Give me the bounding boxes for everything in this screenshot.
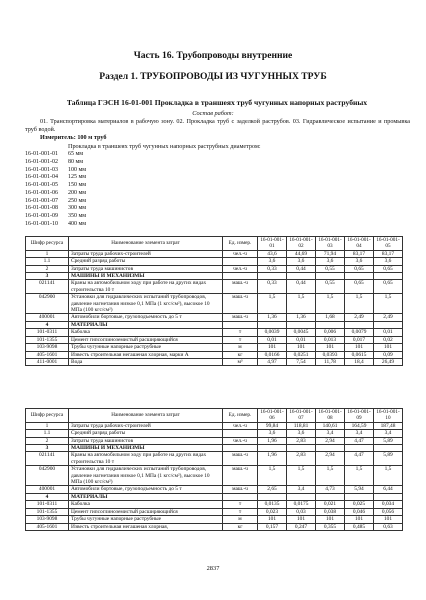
resource-value xyxy=(287,493,316,500)
resource-value: 0,01 xyxy=(374,329,403,336)
table-row xyxy=(26,430,403,437)
resource-unit: кг xyxy=(223,351,258,358)
resource-name: Известь строительная негашеная хлорная, xyxy=(69,523,223,530)
code-value: 16-01-001-03 xyxy=(25,166,58,173)
resource-value: 140,61 xyxy=(316,422,345,429)
table-row xyxy=(26,452,403,466)
col-header-unit: Ед. измер. xyxy=(223,409,258,423)
resource-unit: т xyxy=(223,501,258,508)
resource-value xyxy=(374,445,403,452)
resource-unit xyxy=(223,258,258,265)
code-value: 16-01-001-08 xyxy=(25,205,58,212)
resource-value: 0,0393 xyxy=(316,351,345,358)
resource-unit: маш.-ч xyxy=(223,314,258,321)
resource-value: 4,47 xyxy=(345,437,374,444)
resource-name: Затраты труда машинистов xyxy=(69,437,223,444)
resource-code: 021141 xyxy=(26,280,69,294)
resource-value xyxy=(258,445,287,452)
resource-value: 0,0039 xyxy=(258,329,287,336)
resource-value: 3,4 xyxy=(287,486,316,493)
diameter-value: 100 мм xyxy=(68,166,87,173)
diameter-value: 125 мм xyxy=(68,174,87,181)
resource-value: 164,59 xyxy=(345,422,374,429)
resource-value: 1,5 xyxy=(258,294,287,314)
table-row xyxy=(26,516,403,523)
table-row xyxy=(26,273,403,280)
resource-code: 2 xyxy=(26,265,69,272)
resource-value: 2,83 xyxy=(287,452,316,466)
code-list-item xyxy=(25,198,86,206)
resource-value: 3,6 xyxy=(374,258,403,265)
resource-name: Средний разряд работы xyxy=(69,430,223,437)
resource-value xyxy=(287,321,316,328)
resource-value xyxy=(374,493,403,500)
code-list-item xyxy=(25,167,86,175)
resource-value xyxy=(345,273,374,280)
col-header-name: Наименование элемента затрат xyxy=(69,409,223,423)
resource-value: 83,17 xyxy=(374,250,403,257)
resource-unit: т xyxy=(223,508,258,515)
resource-value xyxy=(316,321,345,328)
col-header-code: 16-01-001-04 xyxy=(345,237,374,251)
table-row xyxy=(26,250,403,257)
resource-value: 3,4 xyxy=(374,430,403,437)
resource-unit: маш.-ч xyxy=(223,280,258,294)
resource-value: 0,247 xyxy=(287,523,316,530)
resource-value: 3,6 xyxy=(287,258,316,265)
resource-value: 1,5 xyxy=(345,466,374,486)
table-row xyxy=(26,329,403,336)
resource-value: 101 xyxy=(374,344,403,351)
resource-name: Затраты труда рабочих-строителей xyxy=(69,422,223,429)
resource-name: Трубы чугунные напорные раструбные xyxy=(69,344,223,351)
code-value: 16-01-001-09 xyxy=(25,213,58,219)
resource-value: 101 xyxy=(316,344,345,351)
work-description: Прокладка в траншеях труб чугунных напорных раструбных диаметром: xyxy=(68,143,261,150)
resource-value: 0,03 xyxy=(287,508,316,515)
resource-value xyxy=(345,493,374,500)
resource-name: Цемент гипсоглиноземистый расширяющийся xyxy=(69,336,223,343)
resource-name: Установки для гидравлических испытаний трубопроводов, давление нагнетания низкое 0,1 МПа (1 кгс/см²), высокое 10 МПа (100 кгс/см²) xyxy=(69,294,223,314)
resource-name: Установки для гидравлических испытаний трубопроводов, давление нагнетания низкое 0,1 МПа (1 кгс/см²), высокое 10 МПа (100 кгс/см²) xyxy=(69,466,223,486)
resource-code: 1 xyxy=(26,250,69,257)
resource-value: 101 xyxy=(374,516,403,523)
table-header-row xyxy=(26,409,403,423)
table-row xyxy=(26,523,403,530)
table-row xyxy=(26,321,403,328)
resource-unit: чел.-ч xyxy=(223,437,258,444)
resource-value: 3,6 xyxy=(287,430,316,437)
resource-value: 6,44 xyxy=(374,486,403,493)
resource-name: Цемент гипсоглиноземистый расширяющийся xyxy=(69,508,223,515)
resource-value: 0,01 xyxy=(287,336,316,343)
resource-code: 042900 xyxy=(26,466,69,486)
resource-code: 3 xyxy=(26,273,69,280)
resource-value: 71,94 xyxy=(316,250,345,257)
resource-value: 0,65 xyxy=(374,280,403,294)
col-header-code: 16-01-001-01 xyxy=(258,237,287,251)
table-row xyxy=(26,344,403,351)
resource-value xyxy=(258,321,287,328)
resource-code: 405-1601 xyxy=(26,523,69,530)
diameter-value: 350 мм xyxy=(68,213,87,219)
resource-value: 7,54 xyxy=(287,358,316,365)
resource-code: 411-0001 xyxy=(26,358,69,365)
resource-unit: маш.-ч xyxy=(223,486,258,493)
resource-value xyxy=(287,445,316,452)
resource-code: 021141 xyxy=(26,452,69,466)
resource-value: 3,6 xyxy=(316,258,345,265)
resource-unit: т xyxy=(223,336,258,343)
diameter-value: 400 мм xyxy=(68,220,87,227)
resource-value: 0,65 xyxy=(374,265,403,272)
resource-unit: м xyxy=(223,344,258,351)
resource-unit xyxy=(223,445,258,452)
resource-value: 0,046 xyxy=(345,508,374,515)
resource-value: 0,023 xyxy=(258,508,287,515)
resource-value: 4,73 xyxy=(316,486,345,493)
col-header-cipher: Шифр ресурса xyxy=(26,237,69,251)
col-header-name: Наименование элемента затрат xyxy=(69,237,223,251)
resource-name: МАТЕРИАЛЫ xyxy=(69,321,223,328)
resource-name: Вода xyxy=(69,358,223,365)
resource-value: 0,02 xyxy=(374,336,403,343)
resource-value: 1,5 xyxy=(287,466,316,486)
table-row xyxy=(26,493,403,500)
resource-value: 101 xyxy=(287,516,316,523)
resource-name: Автомобили бортовые, грузоподъемность до 5 т xyxy=(69,314,223,321)
resource-value: 3,6 xyxy=(258,258,287,265)
resource-name: Автомобили бортовые, грузоподъемность до 5 т xyxy=(69,486,223,493)
resource-value: 0,65 xyxy=(345,280,374,294)
resource-value: 0,09 xyxy=(374,351,403,358)
col-header-code: 16-01-001-07 xyxy=(287,409,316,423)
resource-value: 0,0079 xyxy=(345,329,374,336)
resource-value: 0,485 xyxy=(345,523,374,530)
col-header-code: 16-01-001-06 xyxy=(258,409,287,423)
resource-name: Средний разряд работы xyxy=(69,258,223,265)
resource-value xyxy=(374,273,403,280)
resource-value: 5,94 xyxy=(345,486,374,493)
table-row xyxy=(26,486,403,493)
resource-code: 4 xyxy=(26,493,69,500)
resource-value: 2,65 xyxy=(258,486,287,493)
resource-value: 101 xyxy=(345,344,374,351)
col-header-code: 16-01-001-02 xyxy=(287,237,316,251)
code-list-item xyxy=(25,151,86,159)
table-row xyxy=(26,501,403,508)
resource-name: МАТЕРИАЛЫ xyxy=(69,493,223,500)
resource-value: 118,81 xyxy=(287,422,316,429)
code-list-item xyxy=(25,182,86,190)
code-list-item xyxy=(25,190,86,198)
resource-name: Каболка xyxy=(69,501,223,508)
resource-value: 1,96 xyxy=(258,452,287,466)
resource-name: Краны на автомобильном ходу при работе на других видах строительства 10 т xyxy=(69,452,223,466)
resource-code: 103-9098 xyxy=(26,344,69,351)
table-title: Таблица ГЭСН 16-01-001 Прокладка в траншеях труб чугунных напорных раструбных xyxy=(66,98,368,107)
resource-unit: м³ xyxy=(223,358,258,365)
resource-name: Каболка xyxy=(69,329,223,336)
resource-value: 1,5 xyxy=(374,466,403,486)
work-composition-text: 01. Транспортировка материалов в рабочую зону. 02. Прокладка труб с заделкой раструбов. 03. Гидравлическое испытание и промывка труб водой. xyxy=(25,118,410,133)
resource-value: 5,89 xyxy=(374,452,403,466)
resource-value: 0,038 xyxy=(316,508,345,515)
resource-value: 0,017 xyxy=(345,336,374,343)
table-row xyxy=(26,265,403,272)
diameter-value: 300 мм xyxy=(68,205,87,212)
resource-code: 042900 xyxy=(26,294,69,314)
resource-value: 3,6 xyxy=(345,258,374,265)
resource-code: 1 xyxy=(26,422,69,429)
code-list-item xyxy=(25,174,86,182)
resource-value: 1,5 xyxy=(316,294,345,314)
resource-value xyxy=(345,321,374,328)
table-row xyxy=(26,358,403,365)
resource-value: 0,006 xyxy=(316,329,345,336)
resource-value: 0,33 xyxy=(258,265,287,272)
resource-value: 0,0166 xyxy=(258,351,287,358)
resource-value: 3,4 xyxy=(316,430,345,437)
resource-table-1 xyxy=(25,236,403,366)
code-list-item xyxy=(25,221,86,229)
resource-name: Трубы чугунные напорные раструбные xyxy=(69,516,223,523)
resource-unit: маш.-ч xyxy=(223,466,258,486)
resource-value: 0,33 xyxy=(258,280,287,294)
resource-value: 4,47 xyxy=(345,452,374,466)
resource-code: 101-1355 xyxy=(26,508,69,515)
resource-value: 0,0045 xyxy=(287,329,316,336)
col-header-code: 16-01-001-10 xyxy=(374,409,403,423)
resource-code: 4 xyxy=(26,321,69,328)
work-composition-label: Состав работ: xyxy=(192,110,234,117)
resource-value: 0,025 xyxy=(345,501,374,508)
resource-unit xyxy=(223,493,258,500)
code-value: 16-01-001-01 xyxy=(25,151,58,157)
resource-table-2 xyxy=(25,408,403,531)
resource-value xyxy=(258,493,287,500)
resource-value: 3,4 xyxy=(345,430,374,437)
page-number: 2837 xyxy=(206,565,220,572)
resource-value: 0,157 xyxy=(258,523,287,530)
resource-value: 0,013 xyxy=(316,336,345,343)
resource-value: 1,68 xyxy=(316,314,345,321)
code-list-item xyxy=(25,213,86,221)
code-value: 16-01-001-07 xyxy=(25,197,58,204)
resource-value: 11,78 xyxy=(316,358,345,365)
resource-value: 44,69 xyxy=(287,250,316,257)
resource-unit: маш.-ч xyxy=(223,452,258,466)
resource-name: Краны на автомобильном ходу при работе на других видах строительства 10 т xyxy=(69,280,223,294)
resource-value: 43,6 xyxy=(258,250,287,257)
col-header-unit: Ед. измер. xyxy=(223,237,258,251)
resource-value: 0,021 xyxy=(316,501,345,508)
resource-value: 1,36 xyxy=(287,314,316,321)
resource-value: 26,49 xyxy=(374,358,403,365)
resource-value: 2,49 xyxy=(374,314,403,321)
resource-name: МАШИНЫ И МЕХАНИЗМЫ xyxy=(69,445,223,452)
resource-unit: чел.-ч xyxy=(223,265,258,272)
resource-unit: чел.-ч xyxy=(223,250,258,257)
resource-value: 0,65 xyxy=(345,265,374,272)
resource-unit xyxy=(223,430,258,437)
resource-value: 101 xyxy=(287,344,316,351)
side-stamp xyxy=(3,485,13,575)
table-row xyxy=(26,314,403,321)
resource-value: 101 xyxy=(316,516,345,523)
table-row xyxy=(26,258,403,265)
resource-value: 83,17 xyxy=(345,250,374,257)
table-row xyxy=(26,336,403,343)
resource-value: 2,83 xyxy=(287,437,316,444)
resource-code: 101-1355 xyxy=(26,336,69,343)
resource-code: 1.1 xyxy=(26,430,69,437)
col-header-cipher: Шифр ресурса xyxy=(26,409,69,423)
diameter-value: 150 мм xyxy=(68,182,87,188)
resource-unit: кг xyxy=(223,523,258,530)
resource-value: 1,5 xyxy=(258,466,287,486)
resource-value: 1,36 xyxy=(258,314,287,321)
resource-code: 3 xyxy=(26,445,69,452)
resource-value: 2,49 xyxy=(345,314,374,321)
resource-name: МАШИНЫ И МЕХАНИЗМЫ xyxy=(69,273,223,280)
code-value: 16-01-001-04 xyxy=(25,174,58,181)
resource-value: 1,5 xyxy=(287,294,316,314)
measure-unit: Измеритель: 100 м труб xyxy=(40,134,107,141)
resource-unit: т xyxy=(223,329,258,336)
resource-value: 0,0135 xyxy=(258,501,287,508)
resource-value: 0,44 xyxy=(287,280,316,294)
resource-value: 1,5 xyxy=(374,294,403,314)
resource-unit: м xyxy=(223,516,258,523)
resource-value: 0,0175 xyxy=(287,501,316,508)
code-list xyxy=(25,151,86,229)
resource-value: 187,48 xyxy=(374,422,403,429)
resource-value: 101 xyxy=(345,516,374,523)
diameter-value: 65 мм xyxy=(68,151,84,157)
resource-value xyxy=(287,273,316,280)
resource-value: 0,355 xyxy=(316,523,345,530)
code-value: 16-01-001-10 xyxy=(25,220,58,227)
resource-code: 400001 xyxy=(26,314,69,321)
table-row xyxy=(26,437,403,444)
diameter-value: 250 мм xyxy=(68,197,87,204)
resource-value: 0,44 xyxy=(287,265,316,272)
resource-value xyxy=(316,445,345,452)
resource-unit xyxy=(223,273,258,280)
resource-code: 405-1601 xyxy=(26,351,69,358)
col-header-code: 16-01-001-03 xyxy=(316,237,345,251)
resource-value xyxy=(316,273,345,280)
part-title: Часть 16. Трубопроводы внутренние xyxy=(133,50,293,61)
resource-value xyxy=(345,445,374,452)
table-row xyxy=(26,351,403,358)
resource-value: 99,84 xyxy=(258,422,287,429)
table-row xyxy=(26,508,403,515)
col-header-code: 16-01-001-05 xyxy=(374,237,403,251)
resource-value: 2,94 xyxy=(316,452,345,466)
table-row xyxy=(26,280,403,294)
resource-value xyxy=(258,273,287,280)
diameter-value: 80 мм xyxy=(68,158,84,165)
resource-value: 1,5 xyxy=(316,466,345,486)
resource-value xyxy=(374,321,403,328)
col-header-code: 16-01-001-08 xyxy=(316,409,345,423)
resource-value: 3,6 xyxy=(258,430,287,437)
code-value: 16-01-001-05 xyxy=(25,182,58,188)
col-header-code: 16-01-001-09 xyxy=(345,409,374,423)
resource-name: Известь строительная негашеная хлорная, марки А xyxy=(69,351,223,358)
resource-code: 103-9098 xyxy=(26,516,69,523)
table-header-row xyxy=(26,237,403,251)
code-list-item xyxy=(25,205,86,213)
table-row xyxy=(26,422,403,429)
resource-value: 0,01 xyxy=(258,336,287,343)
section-title: Раздел 1. ТРУБОПРОВОДЫ ИЗ ЧУГУННЫХ ТРУБ xyxy=(99,71,327,82)
resource-unit: чел.-ч xyxy=(223,422,258,429)
resource-value: 2,94 xyxy=(316,437,345,444)
table-row xyxy=(26,294,403,314)
table-row xyxy=(26,466,403,486)
resource-name: Затраты труда машинистов xyxy=(69,265,223,272)
resource-value: 101 xyxy=(258,344,287,351)
resource-value: 0,056 xyxy=(374,508,403,515)
resource-value: 0,0251 xyxy=(287,351,316,358)
resource-value: 101 xyxy=(258,516,287,523)
resource-code: 101-0311 xyxy=(26,501,69,508)
code-value: 16-01-001-06 xyxy=(25,189,58,196)
resource-value: 0,034 xyxy=(374,501,403,508)
resource-value: 1,5 xyxy=(345,294,374,314)
resource-code: 400001 xyxy=(26,486,69,493)
diameter-value: 200 мм xyxy=(68,189,87,196)
resource-value: 5,89 xyxy=(374,437,403,444)
resource-value: 0,63 xyxy=(374,523,403,530)
resource-value: 1,96 xyxy=(258,437,287,444)
resource-value: 0,0615 xyxy=(345,351,374,358)
resource-code: 2 xyxy=(26,437,69,444)
resource-value xyxy=(316,493,345,500)
resource-value: 0,55 xyxy=(316,265,345,272)
resource-value: 0,55 xyxy=(316,280,345,294)
resource-unit xyxy=(223,321,258,328)
resource-name: Затраты труда рабочих-строителей xyxy=(69,250,223,257)
resource-unit: маш.-ч xyxy=(223,294,258,314)
resource-code: 101-0311 xyxy=(26,329,69,336)
code-list-item xyxy=(25,159,86,167)
resource-code: 1.1 xyxy=(26,258,69,265)
table-row xyxy=(26,445,403,452)
resource-value: 4,97 xyxy=(258,358,287,365)
resource-value: 18,4 xyxy=(345,358,374,365)
code-value: 16-01-001-02 xyxy=(25,158,58,165)
